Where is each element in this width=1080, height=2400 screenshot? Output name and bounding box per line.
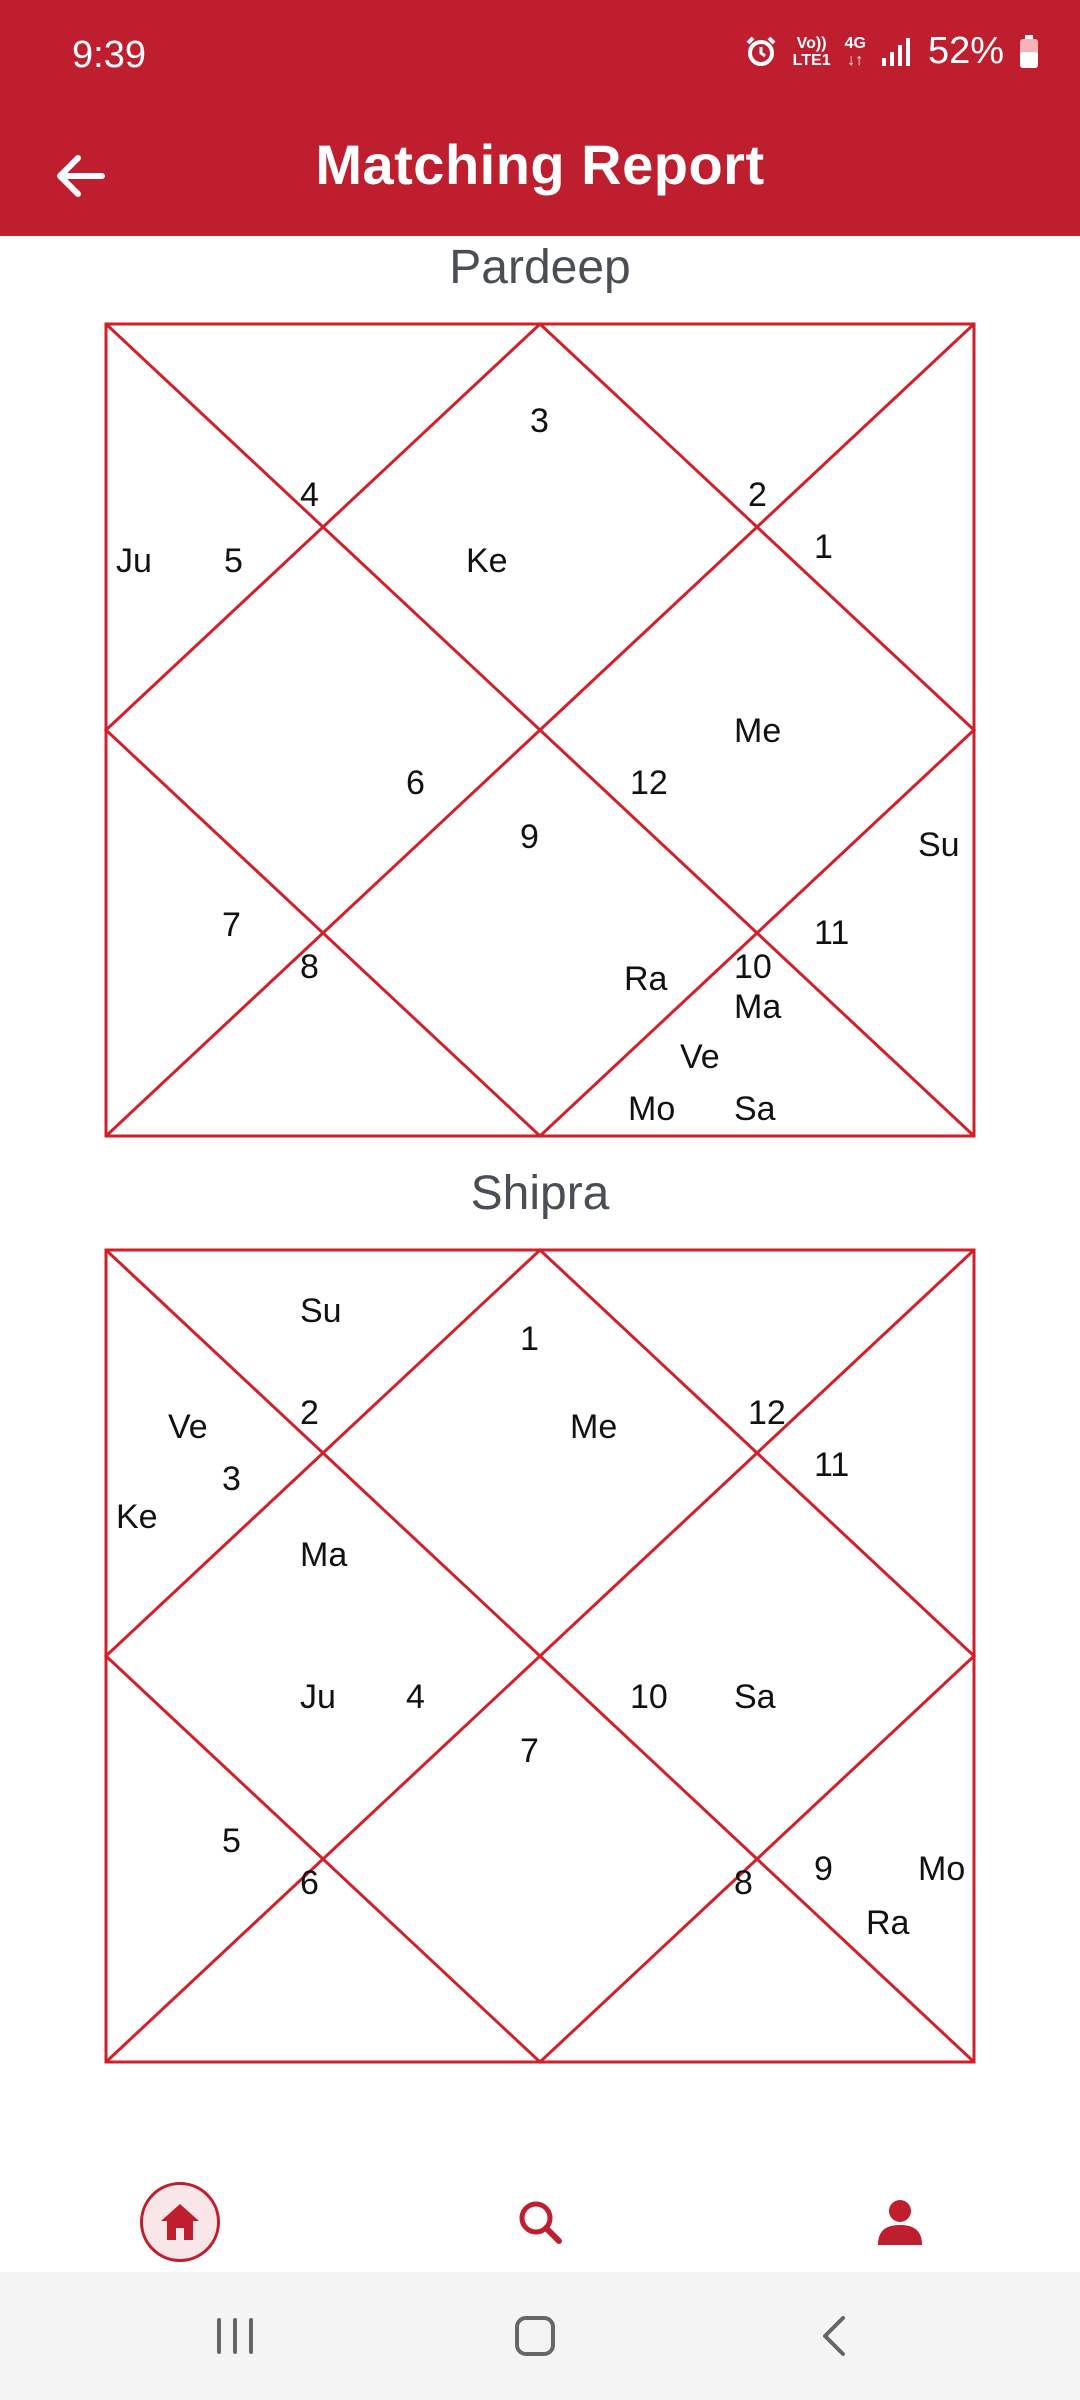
house-number: 1: [520, 1320, 539, 1358]
planet-label: Mo: [918, 1850, 966, 1888]
back-system-button[interactable]: [790, 2298, 880, 2374]
status-icons: [743, 30, 1040, 73]
home-square-icon: [513, 2314, 557, 2358]
signal-icon: [880, 36, 914, 68]
house-number: 3: [222, 1460, 241, 1498]
planet-label: Mo: [628, 1090, 676, 1128]
bottom-nav: [0, 2172, 1080, 2272]
planet-label: Ke: [466, 542, 508, 580]
app-bar: [0, 116, 1080, 236]
house-number: 8: [300, 948, 319, 986]
planet-label: Me: [570, 1408, 618, 1446]
planet-label: Ve: [680, 1038, 720, 1076]
battery-percent: 52%: [927, 30, 1004, 72]
nav-profile-button[interactable]: [850, 2172, 950, 2272]
house-number: 12: [630, 764, 668, 802]
planet-label: Ke: [116, 1498, 158, 1536]
volte-indicator: Vo)) LTE1: [792, 34, 831, 69]
planet-label: Ve: [168, 1408, 208, 1446]
system-nav-bar: [0, 2272, 1080, 2400]
recent-apps-button[interactable]: [190, 2298, 280, 2374]
house-number: 4: [406, 1678, 425, 1716]
house-number: 2: [748, 476, 767, 514]
chevron-left-icon: [817, 2314, 853, 2358]
house-number: 7: [222, 906, 241, 944]
house-number: 11: [814, 1446, 850, 1484]
house-number: 7: [520, 1732, 539, 1770]
house-number: 4: [300, 476, 319, 514]
alarm-icon: [743, 34, 779, 70]
planet-label: Su: [300, 1292, 342, 1330]
chart-name-boy: Pardeep: [449, 241, 631, 294]
house-number: 8: [734, 1864, 753, 1902]
matching-report-content: [0, 236, 1080, 2186]
planet-label: Ma: [300, 1536, 348, 1574]
planet-label: Ju: [300, 1678, 336, 1716]
status-bar: [0, 0, 1080, 116]
recent-apps-icon: [213, 2316, 257, 2356]
house-number: 9: [814, 1850, 833, 1888]
planet-label: Ma: [734, 988, 782, 1026]
house-number: 5: [222, 1822, 241, 1860]
page-title: Matching Report: [315, 133, 765, 196]
house-number: 2: [300, 1394, 319, 1432]
profile-icon: [875, 2197, 925, 2247]
planet-label: Ra: [624, 960, 668, 998]
house-number: 10: [630, 1678, 668, 1716]
kundli-chart-boy: [0, 286, 1080, 1186]
planet-label: Me: [734, 712, 782, 750]
nav-search-button[interactable]: [490, 2172, 590, 2272]
home-icon: [157, 2199, 203, 2245]
planet-label: Su: [918, 826, 960, 864]
search-icon: [516, 2198, 564, 2246]
house-number: 1: [814, 528, 833, 566]
planet-label: Ju: [116, 542, 152, 580]
house-number: 6: [300, 1864, 319, 1902]
house-number: 12: [748, 1394, 786, 1432]
nav-home-button[interactable]: [130, 2172, 230, 2272]
house-number: 9: [520, 818, 539, 856]
house-number: 3: [530, 402, 549, 440]
planet-label: Sa: [734, 1090, 776, 1128]
battery-icon: [1018, 34, 1040, 70]
house-number: 5: [224, 542, 243, 580]
kundli-chart-girl: [0, 1212, 1080, 2112]
house-number: 11: [814, 914, 850, 952]
house-number: 10: [734, 948, 772, 986]
planet-label: Sa: [734, 1678, 776, 1716]
home-icon-wrap: [140, 2182, 220, 2262]
home-system-button[interactable]: [490, 2298, 580, 2374]
planet-label: Ra: [866, 1904, 910, 1942]
house-number: 6: [406, 764, 425, 802]
network-type: 4G ↓↑: [844, 34, 866, 69]
status-time: 9:39: [72, 34, 146, 76]
chart-name-girl: Shipra: [470, 1167, 610, 1220]
